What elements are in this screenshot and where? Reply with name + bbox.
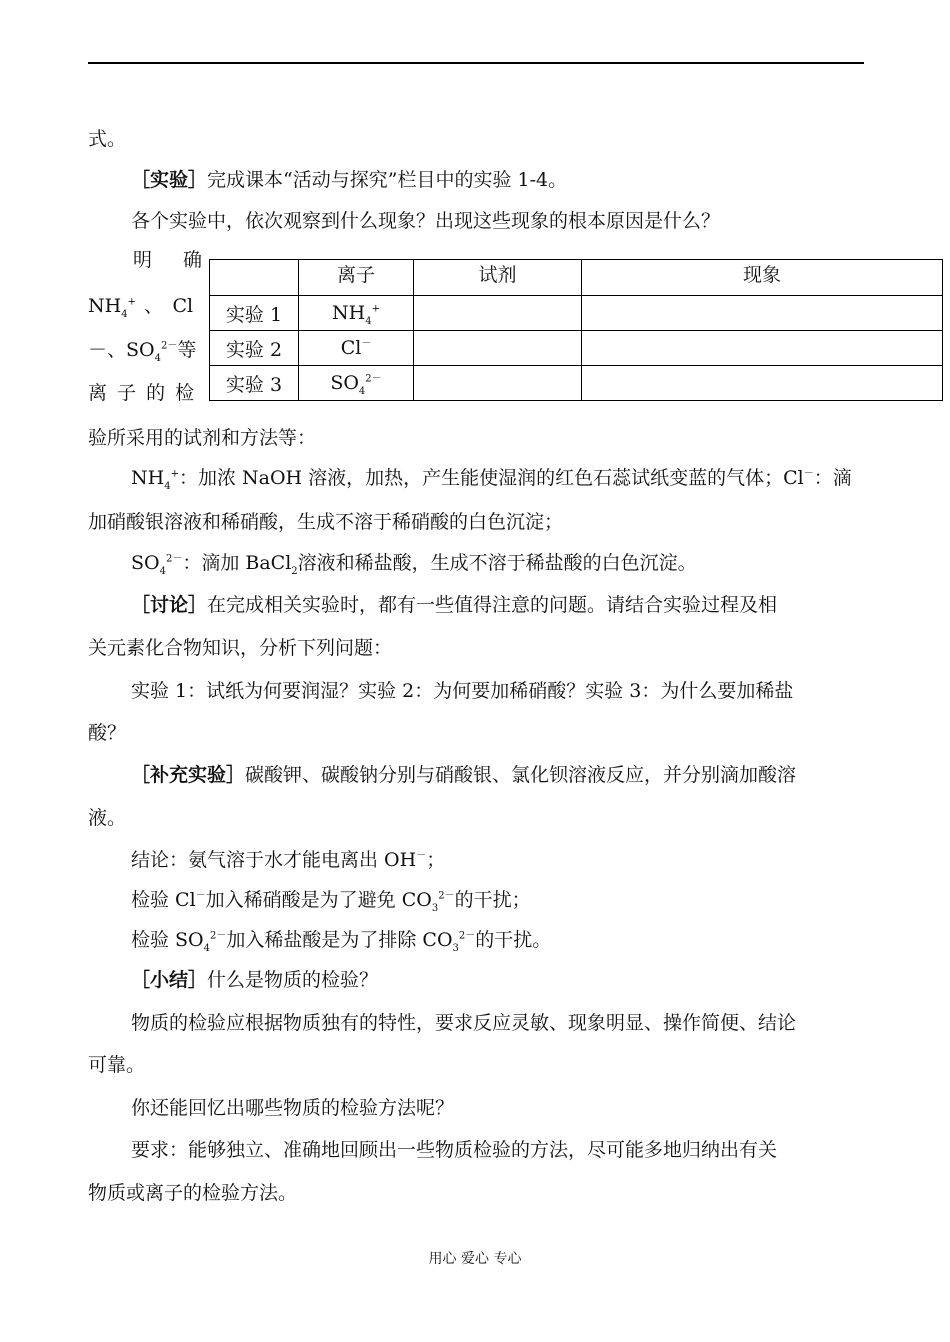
table-header-row <box>210 260 943 296</box>
supplement-cont: 液。 <box>88 807 127 829</box>
experiment-paragraph <box>131 168 567 192</box>
table-row <box>210 366 943 401</box>
table-header-reagent: 试剂 <box>414 260 582 296</box>
side-text-line3: －、$SO_4^{2-}$等 <box>88 339 197 364</box>
row-label: 实验 1 <box>210 296 299 331</box>
experiment-tag: ［实验］ <box>131 169 208 191</box>
row-label: 实验 3 <box>210 366 299 401</box>
table-row <box>210 331 943 366</box>
experiment-text: 完成课本“活动与探究”栏目中的实验 1-4。 <box>207 169 568 191</box>
summary-p3: 要求：能够独立、准确地回顾出一些物质检验的方法，尽可能多地归纳出有关 <box>131 1139 778 1161</box>
row-reagent <box>414 296 582 331</box>
row-phenomenon <box>582 366 943 401</box>
discussion-cont: 关元素化合物知识，分析下列问题： <box>88 637 393 659</box>
experiment-question: 各个实验中，依次观察到什么现象？出现这些现象的根本原因是什么？ <box>131 210 721 232</box>
table-header-cell <box>210 260 299 296</box>
summary-paragraph: ［小结］什么是物质的检验？ <box>131 969 379 991</box>
table-header-ion: 离子 <box>299 260 414 296</box>
page-footer: 用心 爱心 专心 <box>428 1251 522 1267</box>
method-so4: $SO_4^{2-}$：滴加 BaCl$_2$溶液和稀盐酸，生成不溶于稀盐酸的白色沉淀。 <box>131 552 697 577</box>
side-text-line5: 验所采用的试剂和方法等： <box>88 427 317 449</box>
conclusion-line1: 结论：氨气溶于水才能电离出 OH－； <box>131 849 446 871</box>
row-ion: $SO_4^{2-}$ <box>299 366 414 401</box>
row-ion: Cl－ <box>299 331 414 366</box>
side-text-line1: 明 确 <box>133 249 209 271</box>
discussion-questions-cont: 酸？ <box>88 722 127 744</box>
method-cl: 加硝酸银溶液和稀硝酸，生成不溶于稀硝酸的白色沉淀； <box>88 511 564 533</box>
summary-p2: 你还能回忆出哪些物质的检验方法呢？ <box>131 1097 455 1119</box>
conclusion-line3: 检验 $SO_4^{2-}$加入稀盐酸是为了排除 $CO_3^{2-}$的干扰。 <box>131 929 552 954</box>
row-phenomenon <box>582 296 943 331</box>
row-label: 实验 2 <box>210 331 299 366</box>
discussion-tag: ［讨论］ <box>131 594 208 616</box>
method-nh4: $NH_4^+$：加浓 NaOH 溶液，加热，产生能使湿润的红色石蕊试纸变蓝的气体；Cl－：滴 <box>131 467 852 492</box>
conclusion-line2: 检验 Cl－加入稀硝酸是为了避免 $CO_3^{2-}$的干扰； <box>131 889 531 914</box>
summary-tag: ［小结］ <box>131 969 208 991</box>
side-text-line4: 离 子 的 检 <box>88 382 197 404</box>
summary-p1: 物质的检验应根据物质独有的特性，要求反应灵敏、现象明显、操作简便、结论 <box>131 1012 797 1034</box>
row-reagent <box>414 366 582 401</box>
side-text-line2: $NH_4^+$ 、 Cl <box>88 295 194 320</box>
table-row <box>210 296 943 331</box>
summary-p3-cont: 物质或离子的检验方法。 <box>88 1182 298 1204</box>
discussion-questions: 实验 1：试纸为何要润湿？实验 2：为何要加稀硝酸？实验 3：为什么要加稀盐 <box>131 680 794 702</box>
supplement-tag: ［补充实验］ <box>131 764 246 786</box>
discussion-paragraph: ［讨论］在完成相关实验时，都有一些值得注意的问题。请结合实验过程及相 <box>131 594 778 616</box>
header-rule <box>88 62 864 64</box>
top-fragment: 式。 <box>88 128 127 150</box>
supplement-paragraph: ［补充实验］碳酸钾、碳酸钠分别与硝酸银、氯化钡溶液反应，并分别滴加酸溶 <box>131 764 797 786</box>
row-phenomenon <box>582 331 943 366</box>
summary-p1-cont: 可靠。 <box>88 1054 146 1076</box>
ion-test-table <box>209 259 943 401</box>
row-reagent <box>414 331 582 366</box>
table-header-phenomenon: 现象 <box>582 260 943 296</box>
row-ion: $NH_4^+$ <box>299 296 414 331</box>
